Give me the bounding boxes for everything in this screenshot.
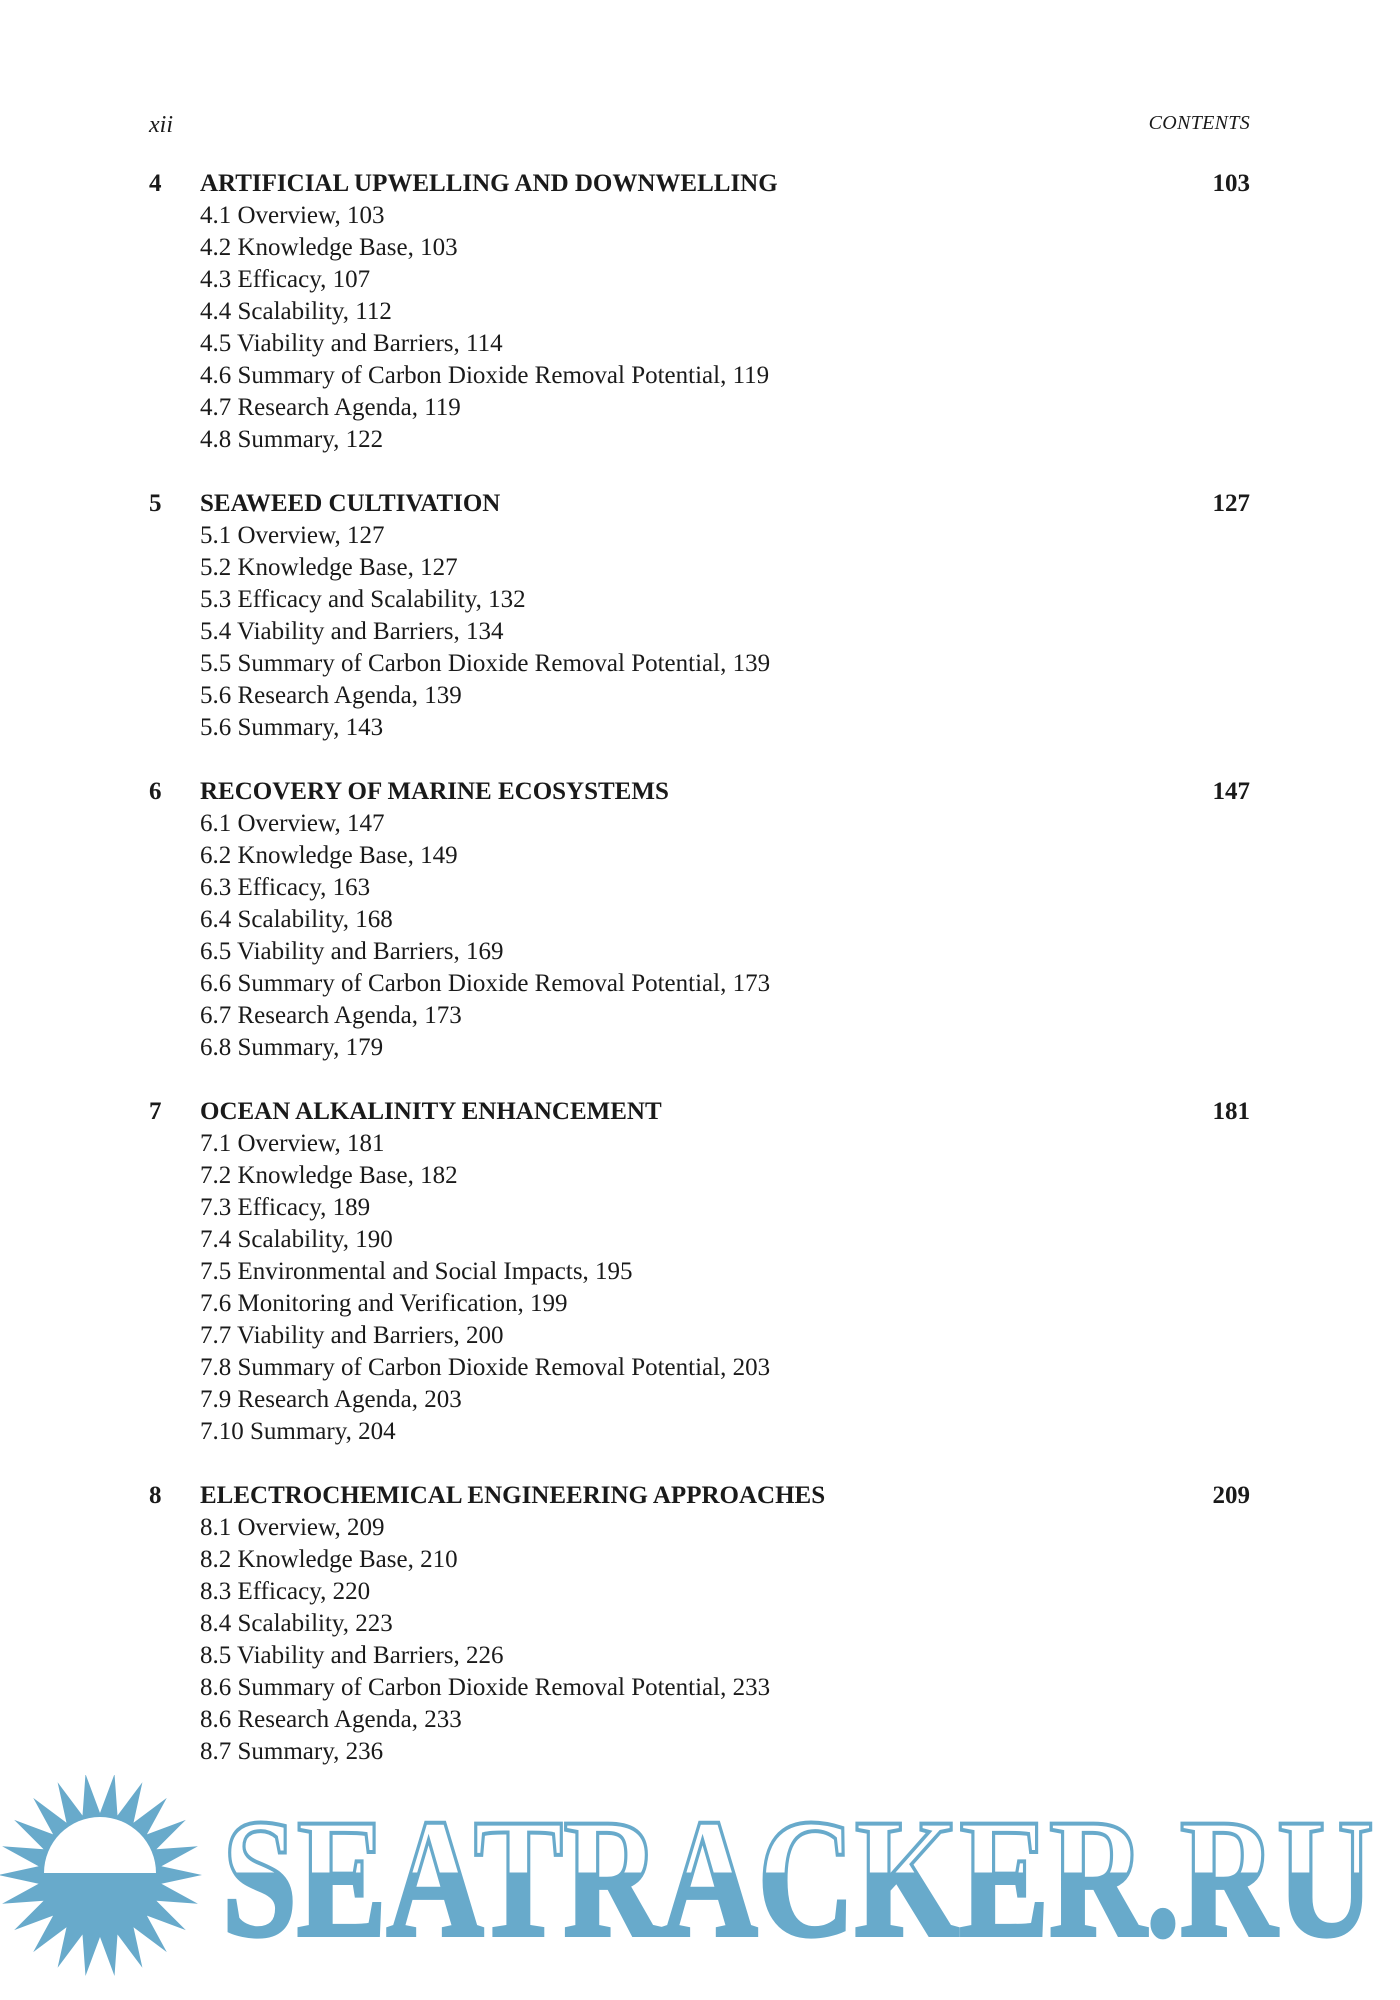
section-entry[interactable]: 7.6 Monitoring and Verification, 199 — [200, 1290, 568, 1317]
chapter-page: 209 — [1212, 1482, 1250, 1509]
page-number: xii — [149, 112, 173, 138]
chapter-entry — [149, 168, 1250, 456]
section-entry[interactable]: 4.3 Efficacy, 107 — [200, 266, 371, 293]
running-title: CONTENTS — [1148, 112, 1250, 134]
section-entry[interactable]: 5.3 Efficacy and Scalability, 132 — [200, 586, 526, 613]
chapter-page: 127 — [1212, 490, 1250, 517]
chapter-heading[interactable] — [149, 1480, 1250, 1512]
section-entry[interactable]: 7.8 Summary of Carbon Dioxide Removal Potential, 203 — [200, 1354, 771, 1381]
section-entry[interactable]: 5.6 Research Agenda, 139 — [200, 682, 462, 709]
section-entry[interactable]: 5.4 Viability and Barriers, 134 — [200, 618, 504, 645]
section-entry[interactable]: 5.1 Overview, 127 — [200, 522, 385, 549]
chapter-page: 147 — [1212, 778, 1250, 805]
section-entry[interactable]: 6.6 Summary of Carbon Dioxide Removal Potential, 173 — [200, 970, 771, 997]
section-entry[interactable]: 7.5 Environmental and Social Impacts, 195 — [200, 1258, 633, 1285]
section-entry[interactable]: 5.5 Summary of Carbon Dioxide Removal Potential, 139 — [200, 650, 771, 677]
section-entry[interactable]: 4.1 Overview, 103 — [200, 202, 385, 229]
chapter-title: RECOVERY OF MARINE ECOSYSTEMS — [200, 778, 669, 805]
section-entry[interactable]: 7.9 Research Agenda, 203 — [200, 1386, 462, 1413]
section-entry[interactable]: 4.7 Research Agenda, 119 — [200, 394, 461, 421]
chapter-entry — [149, 776, 1250, 1064]
section-entry[interactable]: 7.7 Viability and Barriers, 200 — [200, 1322, 504, 1349]
section-entry[interactable]: 8.1 Overview, 209 — [200, 1514, 385, 1541]
section-entry[interactable]: 6.8 Summary, 179 — [200, 1034, 384, 1061]
section-entry[interactable]: 8.2 Knowledge Base, 210 — [200, 1546, 458, 1573]
chapter-number: 7 — [149, 1098, 162, 1125]
section-entry[interactable]: 8.6 Research Agenda, 233 — [200, 1706, 462, 1733]
chapter-number: 6 — [149, 778, 162, 805]
section-entry[interactable]: 7.2 Knowledge Base, 182 — [200, 1162, 458, 1189]
chapter-entry — [149, 1480, 1250, 1768]
section-entry[interactable]: 6.3 Efficacy, 163 — [200, 874, 371, 901]
chapter-title: ELECTROCHEMICAL ENGINEERING APPROACHES — [200, 1482, 826, 1509]
section-entry[interactable]: 7.4 Scalability, 190 — [200, 1226, 393, 1253]
section-entry[interactable]: 4.5 Viability and Barriers, 114 — [200, 330, 503, 357]
sun-icon — [0, 1775, 202, 1976]
section-entry[interactable]: 7.3 Efficacy, 189 — [200, 1194, 371, 1221]
chapter-title: OCEAN ALKALINITY ENHANCEMENT — [200, 1098, 662, 1125]
chapter-entry — [149, 1096, 1250, 1448]
section-entry[interactable]: 6.1 Overview, 147 — [200, 810, 385, 837]
watermark-text: SEATRACKER.RU — [222, 1784, 1374, 1972]
chapter-heading[interactable] — [149, 168, 1250, 200]
chapter-title: SEAWEED CULTIVATION — [200, 490, 501, 517]
section-entry[interactable]: 5.6 Summary, 143 — [200, 714, 384, 741]
section-entry[interactable]: 8.3 Efficacy, 220 — [200, 1578, 371, 1605]
sun-rays — [0, 1775, 202, 1976]
section-entry[interactable]: 6.5 Viability and Barriers, 169 — [200, 938, 504, 965]
section-entry[interactable]: 6.2 Knowledge Base, 149 — [200, 842, 458, 869]
table-of-contents — [149, 168, 1250, 1800]
section-entry[interactable]: 8.5 Viability and Barriers, 226 — [200, 1642, 504, 1669]
chapter-number: 8 — [149, 1482, 162, 1509]
chapter-number: 4 — [149, 170, 162, 197]
section-entry[interactable]: 5.2 Knowledge Base, 127 — [200, 554, 458, 581]
section-entry[interactable]: 4.8 Summary, 122 — [200, 426, 384, 453]
chapter-entry — [149, 488, 1250, 744]
chapter-heading[interactable] — [149, 1096, 1250, 1128]
chapter-number: 5 — [149, 490, 162, 517]
section-entry[interactable]: 6.4 Scalability, 168 — [200, 906, 393, 933]
section-entry[interactable]: 4.6 Summary of Carbon Dioxide Removal Potential, 119 — [200, 362, 770, 389]
chapter-heading[interactable] — [149, 488, 1250, 520]
section-entry[interactable]: 8.7 Summary, 236 — [200, 1738, 384, 1765]
chapter-heading[interactable] — [149, 776, 1250, 808]
chapter-title: ARTIFICIAL UPWELLING AND DOWNWELLING — [200, 170, 778, 197]
section-entry[interactable]: 4.2 Knowledge Base, 103 — [200, 234, 458, 261]
section-entry[interactable]: 7.10 Summary, 204 — [200, 1418, 396, 1445]
section-entry[interactable]: 6.7 Research Agenda, 173 — [200, 1002, 462, 1029]
chapter-page: 181 — [1212, 1098, 1250, 1125]
section-entry[interactable]: 7.1 Overview, 181 — [200, 1130, 385, 1157]
section-entry[interactable]: 4.4 Scalability, 112 — [200, 298, 392, 325]
section-entry[interactable]: 8.6 Summary of Carbon Dioxide Removal Potential, 233 — [200, 1674, 771, 1701]
chapter-page: 103 — [1212, 170, 1250, 197]
section-entry[interactable]: 8.4 Scalability, 223 — [200, 1610, 393, 1637]
watermark-logo — [0, 1775, 1400, 2000]
